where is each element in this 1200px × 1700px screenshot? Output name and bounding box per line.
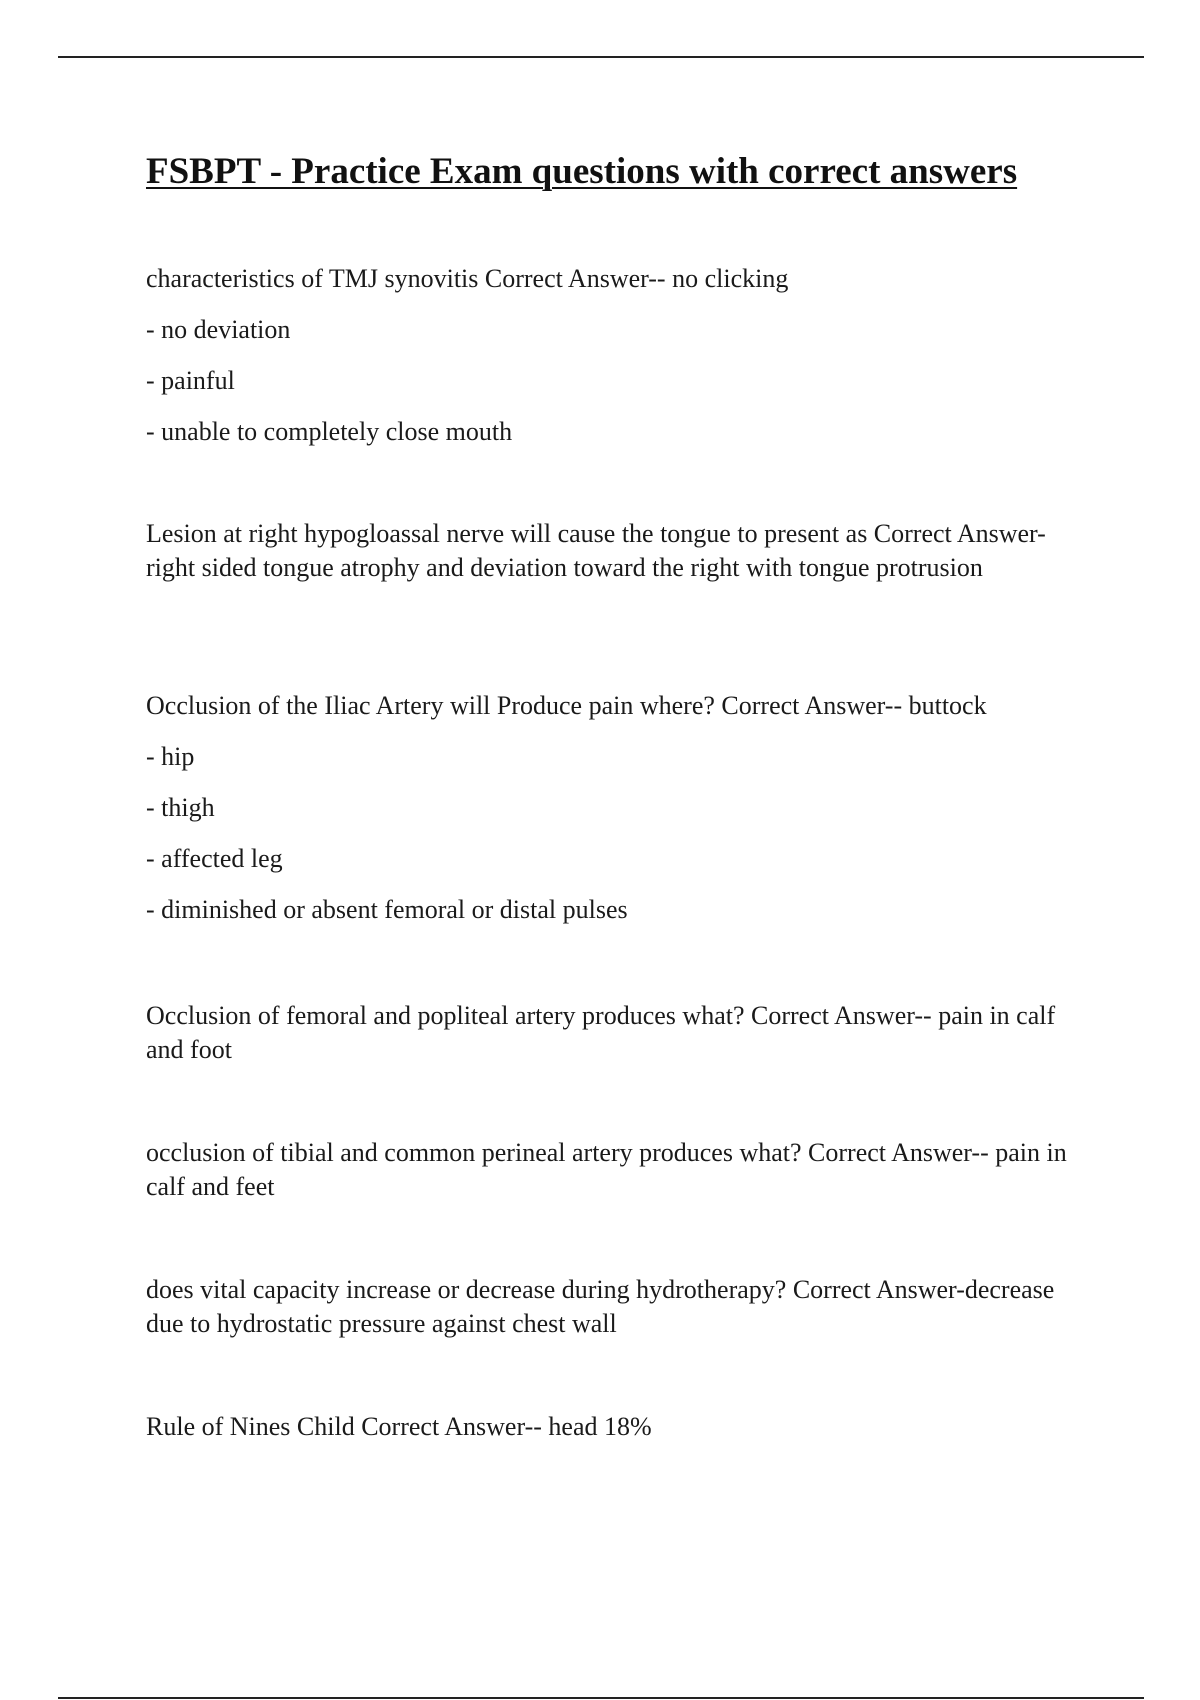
answer-line: - painful [146,366,235,395]
question-text: Occlusion of the Iliac Artery will Produce pain where? Correct Answer-- buttock [146,691,987,720]
document-title: FSBPT - Practice Exam questions with correct answers [146,151,1018,192]
question-text: Occlusion of femoral and popliteal artery produces what? Correct Answer-- pain in calf and foot [146,1001,1056,1064]
question-text: does vital capacity increase or decrease during hydrotherapy? Correct Answer-decrease due to hydrostatic pressure against chest wall [146,1275,1055,1338]
answer-line: - hip [146,742,195,771]
question-text: occlusion of tibial and common perineal artery produces what? Correct Answer-- pain in calf and feet [146,1138,1067,1201]
answer-line: - thigh [146,793,215,822]
qa-item [146,262,1096,449]
answer-line: - diminished or absent femoral or distal pulses [146,895,628,924]
qa-item [146,1136,1096,1204]
question-text: characteristics of TMJ synovitis Correct Answer-- no clicking [146,264,789,293]
top-divider [58,56,1144,58]
question-text: Rule of Nines Child Correct Answer-- head 18% [146,1412,652,1441]
qa-item [146,689,1096,927]
qa-item [146,517,1066,585]
answer-line: - affected leg [146,844,283,873]
qa-item [146,1410,1096,1444]
bottom-divider [58,1697,1144,1699]
qa-item [146,1273,1096,1341]
qa-item [146,999,1096,1067]
answer-line: - unable to completely close mouth [146,417,513,446]
answer-line: - no deviation [146,315,291,344]
question-text: Lesion at right hypogloassal nerve will cause the tongue to present as Correct Answer-right sided tongue atrophy and deviation toward the right with tongue protrusion [146,519,1046,582]
document-content [146,146,1096,197]
